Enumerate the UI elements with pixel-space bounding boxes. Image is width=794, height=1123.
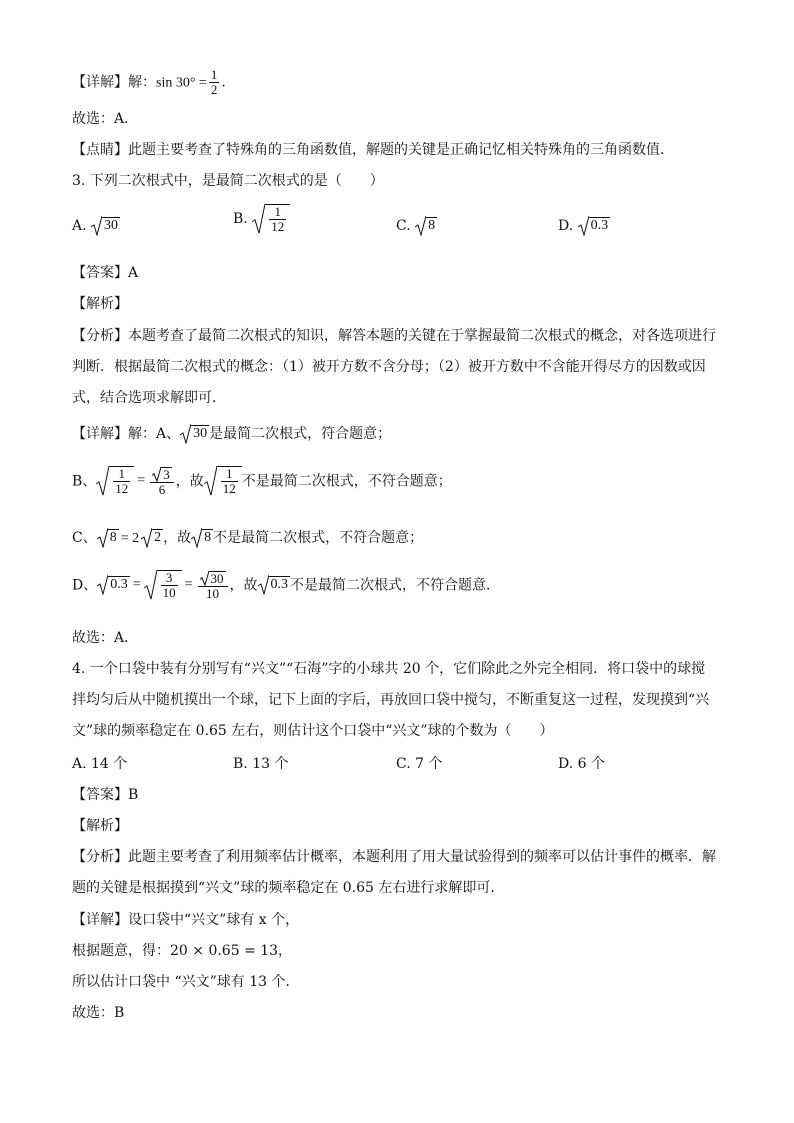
- sqrt-2: 2: [141, 528, 163, 548]
- q3-detail-b: [72, 466, 452, 497]
- q3-option-d: [558, 216, 610, 236]
- q4-detail-line-1: 【详解】设口袋中“兴文”球有 x 个，: [72, 912, 300, 928]
- fraction-root3-over-6: $\frac{3}{6}$: [150, 466, 174, 497]
- sqrt-0-3: 0.3: [97, 575, 130, 595]
- option-label: B.: [233, 211, 248, 227]
- option-label: D.: [558, 218, 574, 234]
- radical-sign-icon: [152, 467, 161, 482]
- fraction: $\frac{1}{12}$: [222, 466, 236, 497]
- equals-expression: = 2: [120, 531, 140, 546]
- sqrt-30: 30: [180, 424, 209, 444]
- detail-prefix: C、: [72, 530, 97, 546]
- q3-option-c: [396, 216, 437, 236]
- fraction-denominator: 2: [210, 82, 218, 97]
- fraction-one-half: [209, 68, 220, 97]
- q3-analysis-line-3: 式，结合选项求解即可．: [72, 390, 226, 406]
- sin-expression: sin 30° =: [156, 75, 207, 91]
- equals-sign: =: [132, 577, 141, 593]
- radical-sign-icon: [200, 571, 209, 586]
- radical-sign-icon: [144, 570, 157, 600]
- radical-sign-icon: [97, 528, 108, 548]
- sqrt-0-3: 0.3: [258, 575, 291, 595]
- sqrt-one-twelfth: [252, 204, 290, 234]
- radical-sign-icon: [415, 216, 426, 236]
- detail-text: ，故: [163, 530, 192, 546]
- sqrt-three-tenths: [144, 570, 182, 600]
- sqrt-8: [415, 216, 437, 236]
- detail-text: ，故: [175, 473, 204, 490]
- question-4-stem-line-1: 4. 一个口袋中装有分别写有“兴文”“石海”字的小球共 20 个，它们除此之外完全相同．将口袋中的球搅: [72, 661, 706, 677]
- sqrt-3: 3: [152, 467, 172, 482]
- q3-analysis-line-2: 判断．根据最简二次根式的概念：（1）被开方数不含分母；（2）被开方数中不含能开得尽方的因数或因: [72, 359, 706, 375]
- radical-sign-icon: [91, 216, 102, 236]
- sqrt-8: 8: [191, 528, 213, 548]
- sqrt-8: 8: [97, 528, 119, 548]
- detail-text: ，故: [229, 577, 258, 594]
- q4-option-b: B. 13 个: [233, 756, 289, 772]
- fraction-numerator: 1: [210, 67, 218, 82]
- q4-analysis-line-1: 【分析】此题主要考查了利用频率估计概率，本题利用了用大量试验得到的频率可以估计事件的概率．解: [72, 849, 716, 865]
- q4-analysis-line-2: 题的关键是根据摸到“兴文”球的频率稳定在 0.65 左右进行求解即可．: [72, 880, 505, 896]
- q3-jiexi-heading: 【解析】: [72, 296, 128, 312]
- radicand: 0.3: [590, 218, 609, 233]
- question-4-stem-line-2: 拌均匀后从中随机摸出一个球，记下上面的字后，再放回口袋中搅匀，不断重复这一过程，发现摸到“兴: [72, 692, 710, 708]
- sqrt-0-3: [578, 216, 611, 236]
- radical-sign-icon: [97, 575, 108, 595]
- option-label: A.: [72, 218, 87, 234]
- detail-text: 是最简二次根式，符合题意；: [209, 426, 392, 442]
- q4-option-d: D. 6 个: [558, 756, 605, 772]
- detail-prefix: B、: [72, 473, 97, 490]
- q4-conclusion: 故选：B: [72, 1005, 125, 1021]
- q4-option-c: C. 7 个: [396, 756, 443, 772]
- q4-option-a: A. 14 个: [72, 756, 128, 772]
- radical-sign-icon: [204, 466, 217, 496]
- detail-prefix: 【详解】解：A、: [72, 426, 181, 442]
- sqrt-one-twelfth: [96, 466, 134, 496]
- fraction: $\frac{3}{10}$: [162, 570, 176, 601]
- detail-text: 不是最简二次根式，不符合题意；: [241, 473, 452, 490]
- q4-detail-line-2: 根据题意，得：20 × 0.65 = 13，: [72, 943, 293, 959]
- radicand: 8: [428, 218, 436, 233]
- radical-sign-icon: [191, 528, 202, 548]
- radical-sign-icon: [180, 424, 191, 444]
- radical-sign-icon: [252, 204, 265, 234]
- radical-sign-icon: [96, 466, 109, 496]
- detail-line-sin: [72, 68, 235, 97]
- q3-option-b: [233, 204, 290, 234]
- q3-detail-d: [72, 570, 500, 601]
- radical-sign-icon: [258, 575, 269, 595]
- sqrt-30: 30: [200, 571, 226, 586]
- fraction-root30-over-10: $\frac{30}{10}$: [198, 570, 228, 601]
- q4-jiexi-heading: 【解析】: [72, 818, 128, 834]
- q4-detail-line-3: 所以估计口袋中 “兴文”球有 13 个．: [72, 974, 300, 990]
- question-3-stem: 3. 下列二次根式中，是最简二次根式的是（ ）: [72, 173, 384, 189]
- sqrt-30: [91, 216, 120, 236]
- q3-answer: 【答案】A: [72, 265, 139, 281]
- dianjing-line: 【点睛】此题主要考查了特殊角的三角函数值，解题的关键是正确记忆相关特殊角的三角函数值．: [72, 142, 674, 158]
- detail-prefix: 【详解】解：: [72, 74, 156, 91]
- radicand: 30: [104, 218, 119, 233]
- q3-analysis-line-1: 【分析】本题考查了最简二次根式的知识，解答本题的关键在于掌握最简二次根式的概念，对各选项进行: [72, 328, 716, 344]
- equals-sign: =: [137, 473, 146, 489]
- answer-conclusion-line: 故选：A．: [72, 111, 139, 127]
- radical-sign-icon: [578, 216, 589, 236]
- fraction: $\frac{1}{12}$: [271, 204, 285, 234]
- q4-answer: 【答案】B: [72, 787, 139, 803]
- radical-sign-icon: [141, 528, 152, 548]
- question-4-stem-line-3: 文”球的频率稳定在 0.65 左右，则估计这个口袋中“兴文”球的个数为（ ）: [72, 723, 554, 739]
- detail-text: 不是最简二次根式，不符合题意．: [290, 577, 501, 594]
- q3-detail-c: [72, 528, 423, 549]
- fraction: $\frac{1}{12}$: [115, 466, 129, 497]
- detail-text: 不是最简二次根式，不符合题意；: [213, 530, 424, 546]
- q3-conclusion: 故选：A．: [72, 630, 139, 646]
- q3-option-a: [72, 216, 120, 236]
- detail-suffix: ．: [221, 74, 236, 91]
- equals-sign: =: [184, 577, 193, 593]
- sqrt-one-twelfth: [204, 466, 242, 496]
- detail-prefix: D、: [72, 577, 98, 594]
- q3-detail-a: [72, 424, 391, 444]
- option-label: C.: [396, 218, 411, 234]
